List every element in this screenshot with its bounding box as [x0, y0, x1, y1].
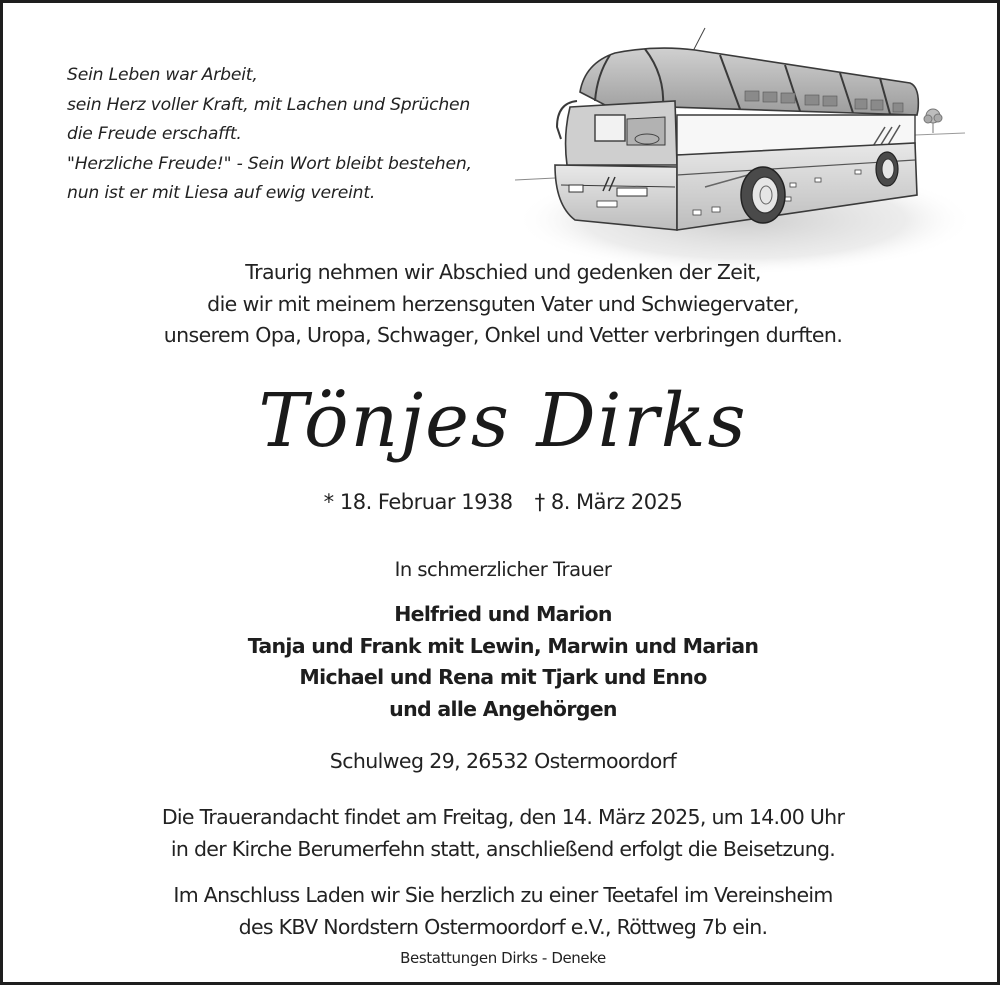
- mourners-address: Schulweg 29, 26532 Ostermoordorf: [329, 749, 677, 773]
- poem-line: die Freude erschafft.: [67, 124, 242, 145]
- poem-line: nun ist er mit Liesa auf ewig vereint.: [67, 183, 376, 204]
- mourner-line: und alle Angehörgen: [389, 696, 617, 721]
- intro-text: [3, 257, 1000, 352]
- invitation-info: [3, 880, 1000, 943]
- birth-date: * 18. Februar 1938: [323, 490, 513, 514]
- undertaker-credit: Bestattungen Dirks - Deneke: [400, 949, 606, 967]
- service-info: [3, 802, 1000, 865]
- mourner-line: Tanja und Frank mit Lewin, Marwin und Marian: [247, 633, 759, 658]
- service-line: in der Kirche Berumerfehn statt, anschließend erfolgt die Beisetzung.: [170, 836, 836, 861]
- invitation-line: des KBV Nordstern Ostermoordorf e.V., Röttweg 7b ein.: [238, 914, 768, 939]
- poem-line: "Herzliche Freude!" - Sein Wort bleibt bestehen,: [67, 153, 472, 174]
- mourner-line: Helfried und Marion: [394, 602, 612, 626]
- mourner-line: Michael und Rena mit Tjark und Enno: [299, 665, 707, 689]
- mourners-list: [3, 599, 1000, 725]
- invitation-line: Im Anschluss Laden wir Sie herzlich zu einer Teetafel im Vereinsheim: [173, 883, 833, 907]
- intro-line: Traurig nehmen wir Abschied und gedenken der Zeit,: [245, 260, 761, 284]
- mourning-heading: In schmerzlicher Trauer: [394, 558, 612, 581]
- poem-line: Sein Leben war Arbeit,: [67, 65, 258, 85]
- wheel-icon: [741, 167, 785, 223]
- intro-line: die wir mit meinem herzensguten Vater und Schwiegervater,: [207, 291, 799, 316]
- intro-line: unserem Opa, Uropa, Schwager, Onkel und Vetter verbringen durften.: [163, 323, 843, 347]
- deceased-name: Tönjes Dirks: [258, 378, 748, 464]
- life-dates: [3, 487, 1000, 517]
- death-date: † 8. März 2025: [534, 490, 683, 514]
- tree-icon: [924, 109, 942, 133]
- poem: [67, 61, 527, 209]
- bus-sketch-illustration: [515, 15, 970, 285]
- wheel-icon: [876, 152, 898, 186]
- poem-line: sein Herz voller Kraft, mit Lachen und Sprüchen: [67, 94, 471, 115]
- service-line: Die Trauerandacht findet am Freitag, den 14. März 2025, um 14.00 Uhr: [161, 805, 845, 829]
